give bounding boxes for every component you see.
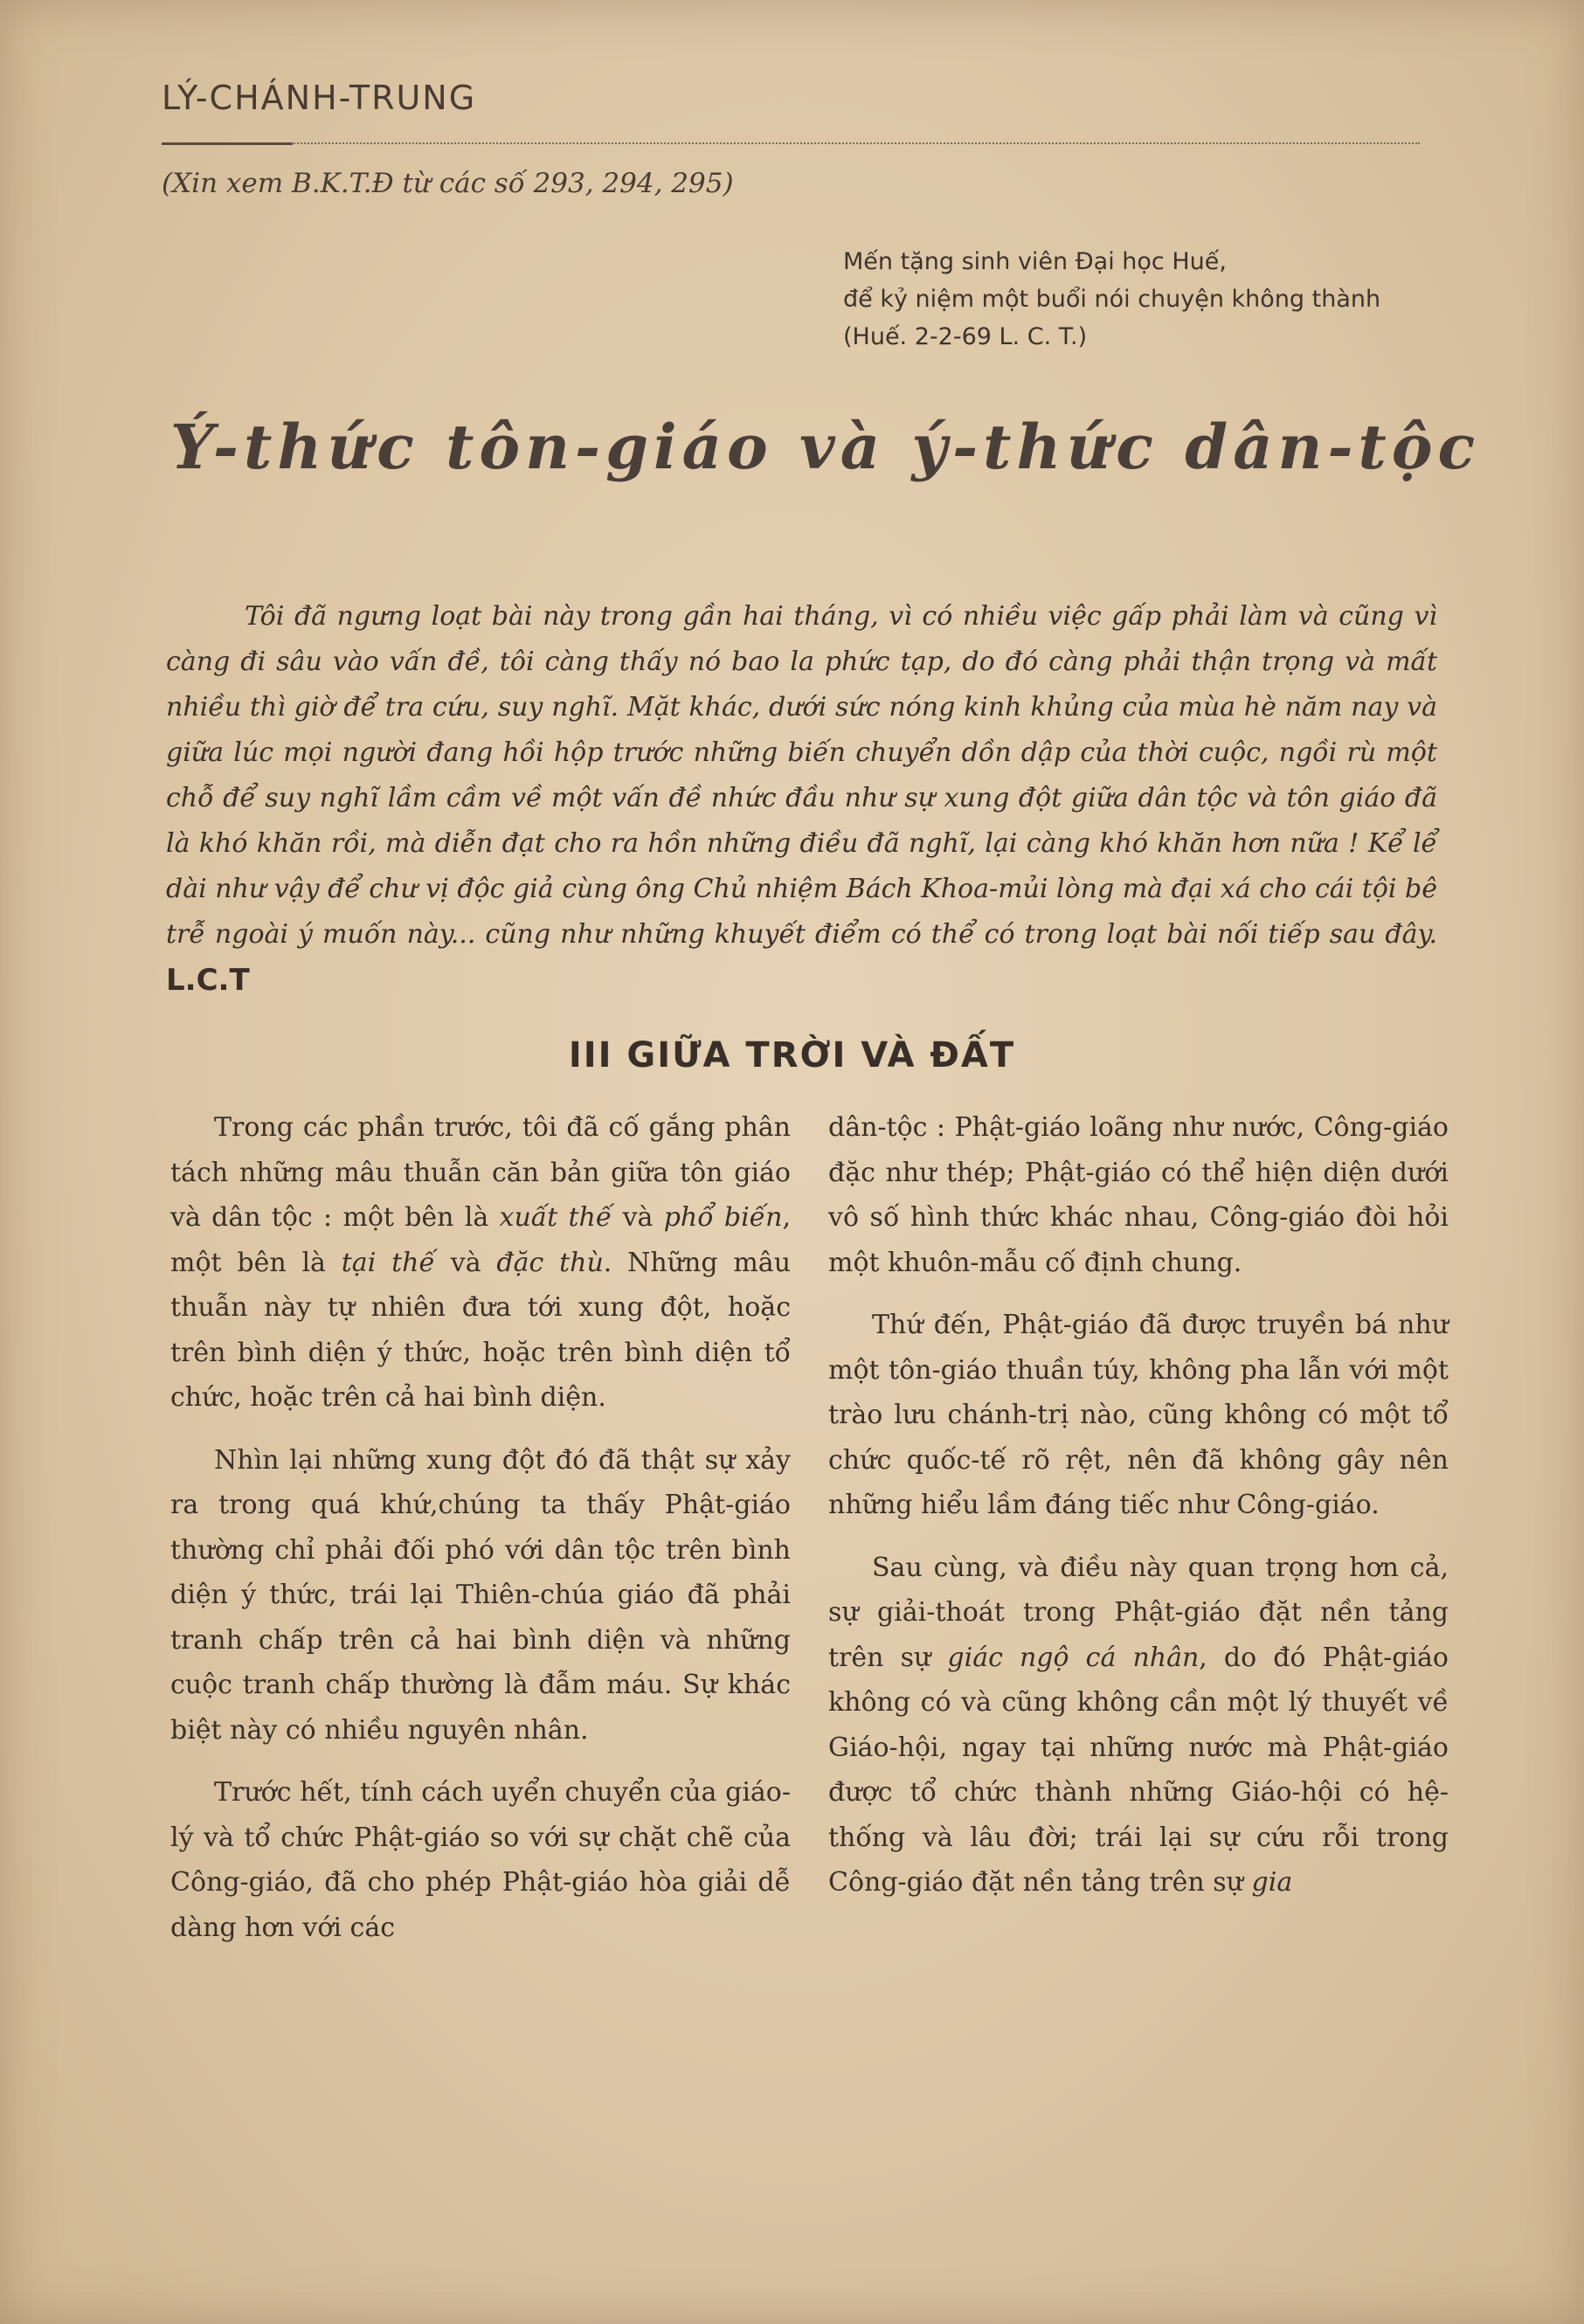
intro-paragraph <box>166 594 1437 1005</box>
intro-text: Tôi đã ngưng loạt bài này trong gần hai tháng, vì có nhiều việc gấp phải làm và cũng vì càng đi sâu vào vấn đề, tôi càng thấy nó bao la phức tạp, do đó càng phải thận trọng và mất nhiều thì giờ để tra cứu, suy nghĩ. Mặt khác, dưới sức nóng kinh khủng của mùa hè năm nay và giữa lúc mọi người đang hồi hộp trước những biến chuyển dồn dập của thời cuộc, ngồi rù một chỗ để suy nghĩ lầm cầm về một vấn đề nhức đầu như sự xung đột giữa dân tộc và tôn giáo đã là khó khăn rồi, mà diễn đạt cho ra hồn những điều đã nghĩ, lại càng khó khăn hơn nữa ! Kể lể dài như vậy để chư vị độc giả cùng ông Chủ nhiệm Bách Khoa-mủi lòng mà đại xá cho cái tội bê trễ ngoài ý muốn này... cũng như những khuyết điểm có thể có trong loạt bài nối tiếp sau đây. <box>166 601 1437 950</box>
header-divider <box>162 142 1420 144</box>
header-divider-accent <box>162 142 293 145</box>
left-column <box>170 1105 791 1968</box>
paragraph: dân-tộc : Phật-giáo loãng như nước, Công-giáo đặc như thép; Phật-giáo có thể hiện diện dưới vô số hình thức khác nhau, Công-giáo đòi hỏi một khuôn-mẫu cố định chung. <box>828 1112 1449 1278</box>
section-heading: III GIỮA TRỜI VÀ ĐẤT <box>568 1035 1016 1076</box>
paragraph: Trước hết, tính cách uyển chuyển của giáo-lý và tổ chức Phật-giáo so với sự chặt chẽ của Công-giáo, đã cho phép Phật-giáo hòa giải dễ dàng hơn với các <box>170 1777 791 1943</box>
article-title: Ý-thức tôn-giáo và ý-thức dân-tộc <box>170 411 1481 483</box>
dedication-line: để kỷ niệm một buổi nói chuyện không thành <box>843 286 1381 313</box>
intro-signature: L.C.T <box>166 963 250 998</box>
paragraph: Nhìn lại những xung đột đó đã thật sự xảy ra trong quá khứ,chúng ta thấy Phật-giáo thường chỉ phải đối phó với dân tộc trên bình diện ý thức, trái lại Thiên-chúa giáo đã phải tranh chấp trên cả hai bình diện và những cuộc tranh chấp thường là đẫm máu. Sự khác biệt này có nhiều nguyên nhân. <box>170 1444 791 1746</box>
paragraph: Trong các phần trước, tôi đã cố gắng phân tách những mâu thuẫn căn bản giữa tôn giáo và dân tộc : một bên là xuất thế và phổ biến, một bên là tại thế và đặc thù. Những mâu thuẫn này tự nhiên đưa tới xung đột, hoặc trên bình diện ý thức, hoặc trên bình diện tổ chức, hoặc trên cả hai bình diện. <box>170 1112 792 1413</box>
dedication <box>843 243 1455 356</box>
dedication-line: (Huế. 2-2-69 L. C. T.) <box>843 323 1088 350</box>
author-name: LÝ-CHÁNH-TRUNG <box>162 79 477 117</box>
dedication-line: Mến tặng sinh viên Đại học Huế, <box>843 248 1227 275</box>
paragraph: Sau cùng, và điều này quan trọng hơn cả, sự giải-thoát trong Phật-giáo đặt nền tảng trên sự giác ngộ cá nhân, do đó Phật-giáo không có và cũng không cần một lý thuyết về Giáo-hội, ngay tại những nước mà Phật-giáo được tổ chức thành những Giáo-hội có hệ-thống và lâu đời; trái lại sự cứu rỗi trong Công-giáo đặt nền tảng trên sự gia <box>828 1552 1449 1898</box>
series-reference: (Xin xem B.K.T.Đ từ các số 293, 294, 295) <box>162 168 734 199</box>
paragraph: Thứ đến, Phật-giáo đã được truyền bá như một tôn-giáo thuần túy, không pha lẫn với một trào lưu chánh-trị nào, cũng không có một tổ chức quốc-tế rõ rệt, nên đã không gây nên những hiểu lầm đáng tiếc như Công-giáo. <box>828 1310 1449 1520</box>
right-column <box>828 1105 1449 1923</box>
